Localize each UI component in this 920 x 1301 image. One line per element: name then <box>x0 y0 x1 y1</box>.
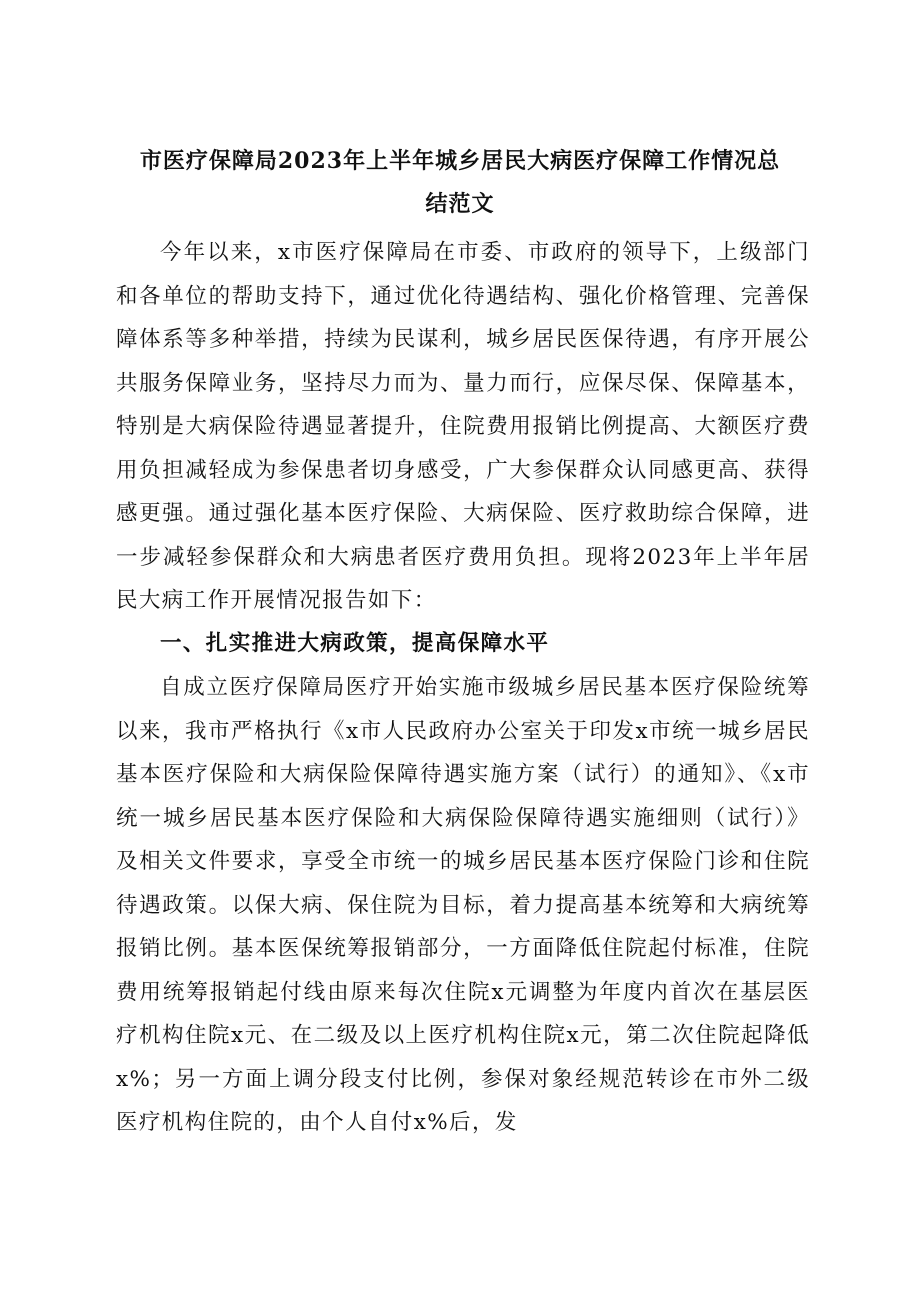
section-1-heading: 一、扎实推进大病政策，提高保障水平 <box>160 631 550 656</box>
section-1-paragraph: 自成立医疗保障局医疗开始实施市级城乡居民基本医疗保险统筹以来，我市严格执行《x市人民政府办公室关于印发x市统一城乡居民基本医疗保险和大病保险保障待遇实施方案（试行）的通知》、《x市统一城乡居民基本医疗保险和大病保险保障待遇实施细则（试行）》及相关文件要求，享受全市统一的城乡居民基本医疗保险门诊和住院待遇政策。以保大病、保住院为目标，着力提高基本统筹和大病统筹报销比例。基本医保统筹报销部分，一方面降低住院起付标准，住院费用统筹报销起付线由原来每次住院x元调整为年度内首次在基层医疗机构住院x元、在二级及以上医疗机构住院x元，第二次住院起降低x%；另一方面上调分段支付比例，参保对象经规范转诊在市外二级医疗机构住院的，由个人自付x%后，发 <box>116 675 810 1135</box>
intro-paragraph: 今年以来，x市医疗保障局在市委、市政府的领导下，上级部门和各单位的帮助支持下，通过优化待遇结构、强化价格管理、完善保障体系等多种举措，持续为民谋利，城乡居民医保待遇，有序开展公共服务保障业务，坚持尽力而为、量力而行，应保尽保、保障基本，特别是大病保险待遇显著提升，住院费用报销比例提高、大额医疗费用负担减轻成为参保患者切身感受，广大参保群众认同感更高、获得感更强。通过强化基本医疗保险、大病保险、医疗救助综合保障，进一步减轻参保群众和大病患者医疗费用负担。现将2023年上半年居民大病工作开展情况报告如下： <box>116 240 810 613</box>
document-title-line-2: 结范文 <box>425 191 495 217</box>
document-title-line-1: 市医疗保障局2023年上半年城乡居民大病医疗保障工作情况总 <box>139 148 781 174</box>
